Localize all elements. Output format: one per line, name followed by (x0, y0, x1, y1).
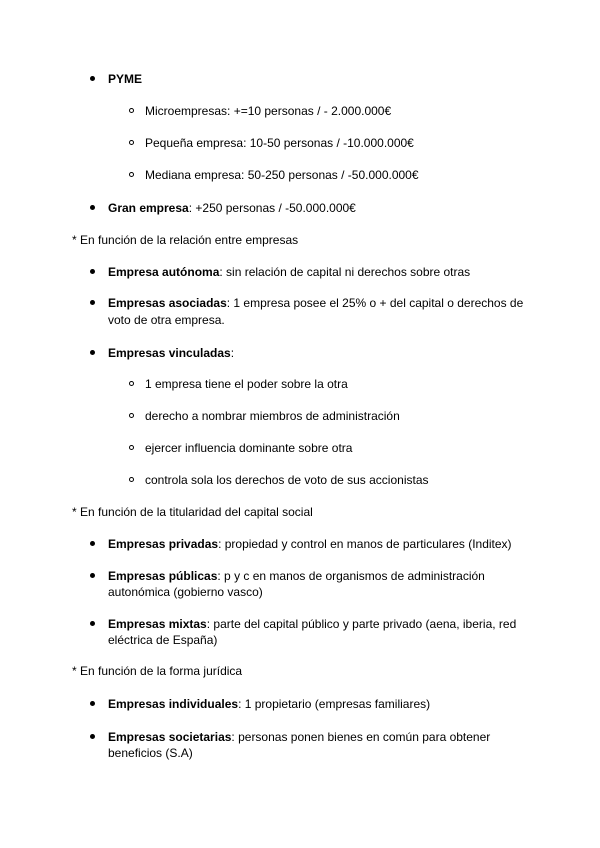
item-desc: : propiedad y control en manos de particulares (Inditex) (218, 537, 512, 551)
pyme-sub-item: Pequeña empresa: 10-50 personas / -10.000.000€ (145, 136, 414, 150)
list-item (108, 295, 523, 311)
forma-heading: * En función de la forma jurídica (72, 664, 243, 678)
circle-bullet-icon (129, 172, 134, 177)
item-term: Empresas mixtas (108, 617, 207, 631)
relacion-heading: * En función de la relación entre empresas (72, 233, 299, 247)
circle-bullet-icon (129, 477, 134, 482)
bullet-icon (90, 300, 95, 305)
item-term: Empresas societarias (108, 730, 232, 744)
gran-empresa-item (108, 200, 356, 216)
vinculadas-sub-item: derecho a nombrar miembros de administración (145, 409, 400, 423)
circle-bullet-icon (129, 140, 134, 145)
gran-empresa-term: Gran empresa (108, 201, 189, 215)
bullet-icon (90, 350, 95, 355)
titularidad-heading: * En función de la titularidad del capital social (72, 505, 313, 519)
item-desc-continued: beneficios (S.A) (108, 746, 193, 760)
circle-bullet-icon (129, 413, 134, 418)
item-term: Empresas privadas (108, 537, 219, 551)
list-item (108, 264, 470, 280)
item-desc: : parte del capital público y parte privado (aena, iberia, red (206, 617, 517, 631)
item-desc-continued: voto de otra empresa. (108, 313, 225, 327)
item-desc: : p y c en manos de organismos de administración (217, 569, 485, 583)
item-desc-continued: autonómica (gobierno vasco) (108, 585, 263, 599)
list-item (108, 729, 490, 745)
list-item (108, 696, 430, 712)
list-item (108, 536, 512, 552)
bullet-icon (90, 541, 95, 546)
vinculadas-sub-item: 1 empresa tiene el poder sobre la otra (145, 377, 348, 391)
bullet-icon (90, 76, 95, 81)
item-desc-continued: eléctrica de España) (108, 633, 218, 647)
item-desc: : personas ponen bienes en común para obtener (231, 730, 491, 744)
item-desc: : 1 propietario (empresas familiares) (238, 697, 431, 711)
pyme-title: PYME (108, 72, 143, 86)
circle-bullet-icon (129, 381, 134, 386)
list-item (108, 568, 485, 584)
item-term: Empresas públicas (108, 569, 218, 583)
item-desc: : 1 empresa posee el 25% o + del capital o derechos de (226, 296, 524, 310)
item-term: Empresas individuales (108, 697, 239, 711)
circle-bullet-icon (129, 445, 134, 450)
vinculadas-sub-item: ejercer influencia dominante sobre otra (145, 441, 353, 455)
bullet-icon (90, 573, 95, 578)
item-term: Empresas vinculadas (108, 346, 231, 360)
circle-bullet-icon (129, 108, 134, 113)
bullet-icon (90, 701, 95, 706)
bullet-icon (90, 205, 95, 210)
list-item (108, 616, 516, 632)
item-desc: : sin relación de capital ni derechos sobre otras (219, 265, 471, 279)
item-desc: : (230, 346, 235, 360)
pyme-sub-item: Mediana empresa: 50-250 personas / -50.000.000€ (145, 168, 419, 182)
vinculadas-sub-item: controla sola los derechos de voto de sus accionistas (145, 473, 429, 487)
bullet-icon (90, 621, 95, 626)
item-term: Empresa autónoma (108, 265, 220, 279)
gran-empresa-desc: : +250 personas / -50.000.000€ (188, 201, 356, 215)
bullet-icon (90, 269, 95, 274)
pyme-sub-item: Microempresas: +=10 personas / - 2.000.000€ (145, 104, 392, 118)
bullet-icon (90, 734, 95, 739)
item-term: Empresas asociadas (108, 296, 227, 310)
list-item (108, 345, 234, 361)
